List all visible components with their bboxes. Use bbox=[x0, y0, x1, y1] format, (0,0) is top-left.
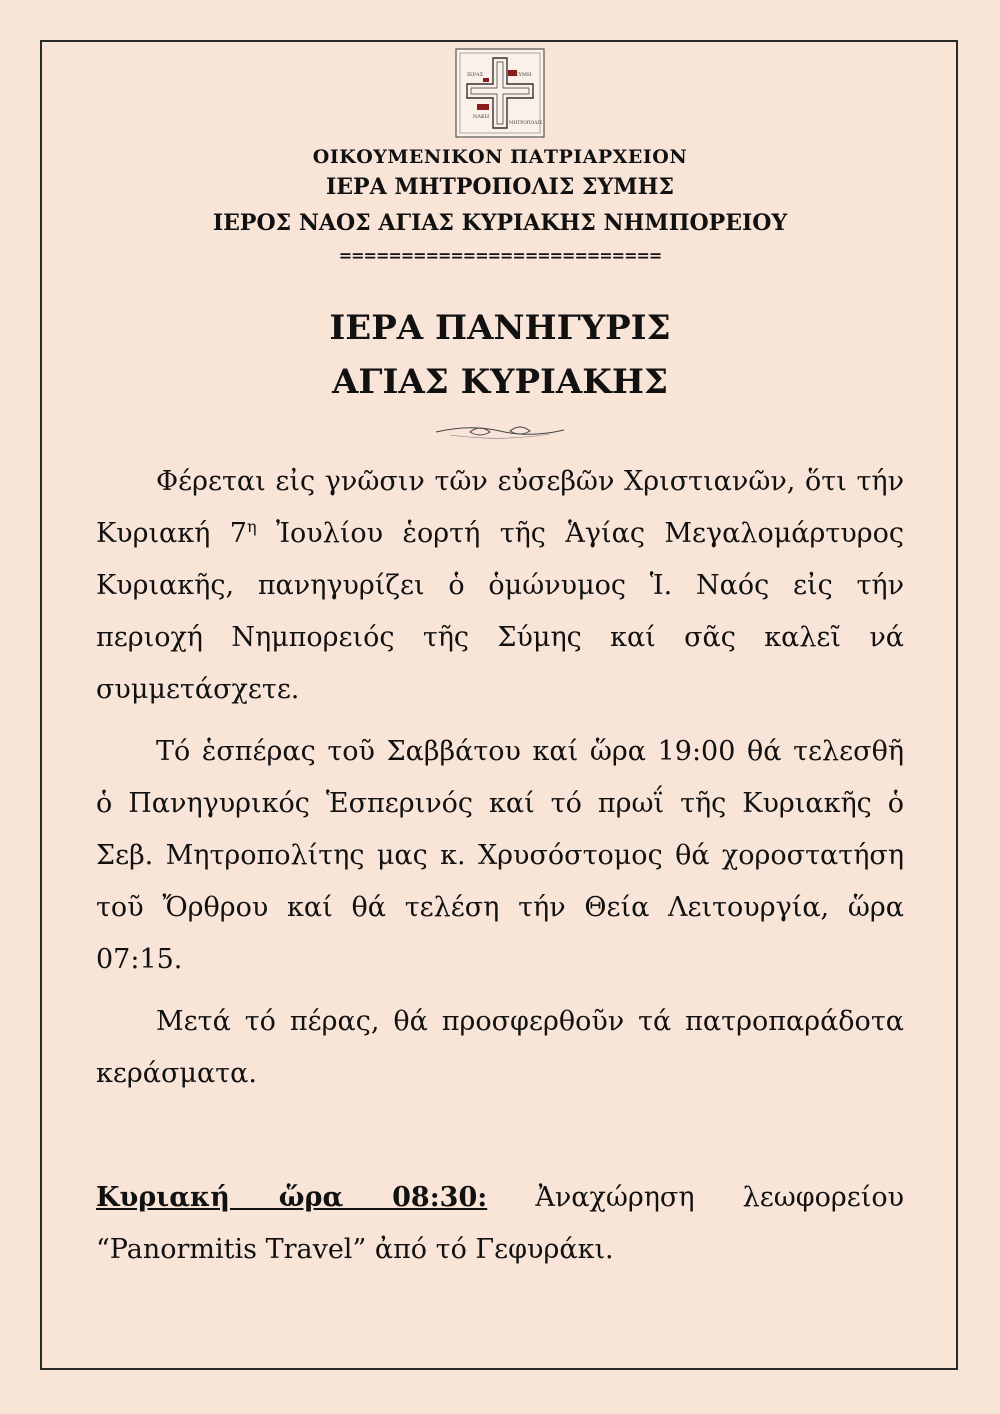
seal-text-bl: ΝΑΚΗ bbox=[473, 114, 490, 120]
paragraph-refreshments: Μετά τό πέρας, θά προσφερθοῦν τά πατροπαράδοτα κεράσματα. bbox=[96, 1006, 904, 1089]
metropolis-seal bbox=[453, 46, 547, 140]
title-line-1: ΙΕΡΑ ΠΑΝΗΓΥΡΙΣ bbox=[329, 308, 671, 348]
paragraph-schedule: Τό ἑσπέρας τοῦ Σαββάτου καί ὥρα 19:00 θά τελεσθῆ ὁ Πανηγυρικός Ἑσπερινός καί τό πρωΐ τῆς Κυριακῆς ὁ Σεβ. Μητροπολίτης μας κ. Χρυσόστομος θά χοροστατήση τοῦ Ὄρθρου καί θά τελέση τήν Θεία Λειτουργία, ὥρα 07:15. bbox=[96, 736, 904, 975]
header-separator: ========================== bbox=[338, 246, 662, 265]
bus-time-lead: Κυριακή ὥρα 08:30: bbox=[96, 1182, 488, 1213]
bus-notice bbox=[96, 1172, 904, 1276]
seal-text-br: ΜΗΤΡΟΠΟΛΙΣ bbox=[509, 121, 543, 126]
flourish-ornament bbox=[430, 418, 570, 444]
header-patriarchate: ΟΙΚΟΥΜΕΝΙΚΟΝ ΠΑΤΡΙΑΡΧΕΙΟΝ bbox=[312, 146, 688, 168]
announcement-body bbox=[96, 456, 904, 1110]
title-line-2: ΑΓΙΑΣ ΚΥΡΙΑΚΗΣ bbox=[331, 362, 669, 402]
header-church: ΙΕΡΟΣ ΝΑΟΣ ΑΓΙΑΣ ΚΥΡΙΑΚΗΣ ΝΗΜΠΟΡΕΙΟΥ bbox=[212, 210, 788, 236]
header-metropolis: ΙΕΡΑ ΜΗΤΡΟΠΟΛΙΣ ΣΥΜΗΣ bbox=[325, 174, 674, 200]
paragraph-feast: Φέρεται εἰς γνῶσιν τῶν εὐσεβῶν Χριστιανῶν, ὅτι τήν Κυριακή $7^\eta$ Ἰουλίου ἑορτή τῆς Ἁγίας Μεγαλομάρτυρος Κυριακῆς, πανηγυρίζει ὁ ὁμώνυμος Ἱ. Ναός εἰς τήν περιοχή Νημπορειός τῆς Σύμης καί σᾶς καλεῖ νά συμμετάσχετε. bbox=[96, 466, 905, 705]
bus-text: Ἀναχώρηση λεωφορείου “Panormitis Travel” ἀπό τό Γεφυράκι. bbox=[96, 1182, 904, 1265]
seal-text-tr: ΣΥΜΗ bbox=[515, 72, 532, 78]
seal-text-tl: ΙΕΡΑΣ bbox=[467, 72, 484, 78]
